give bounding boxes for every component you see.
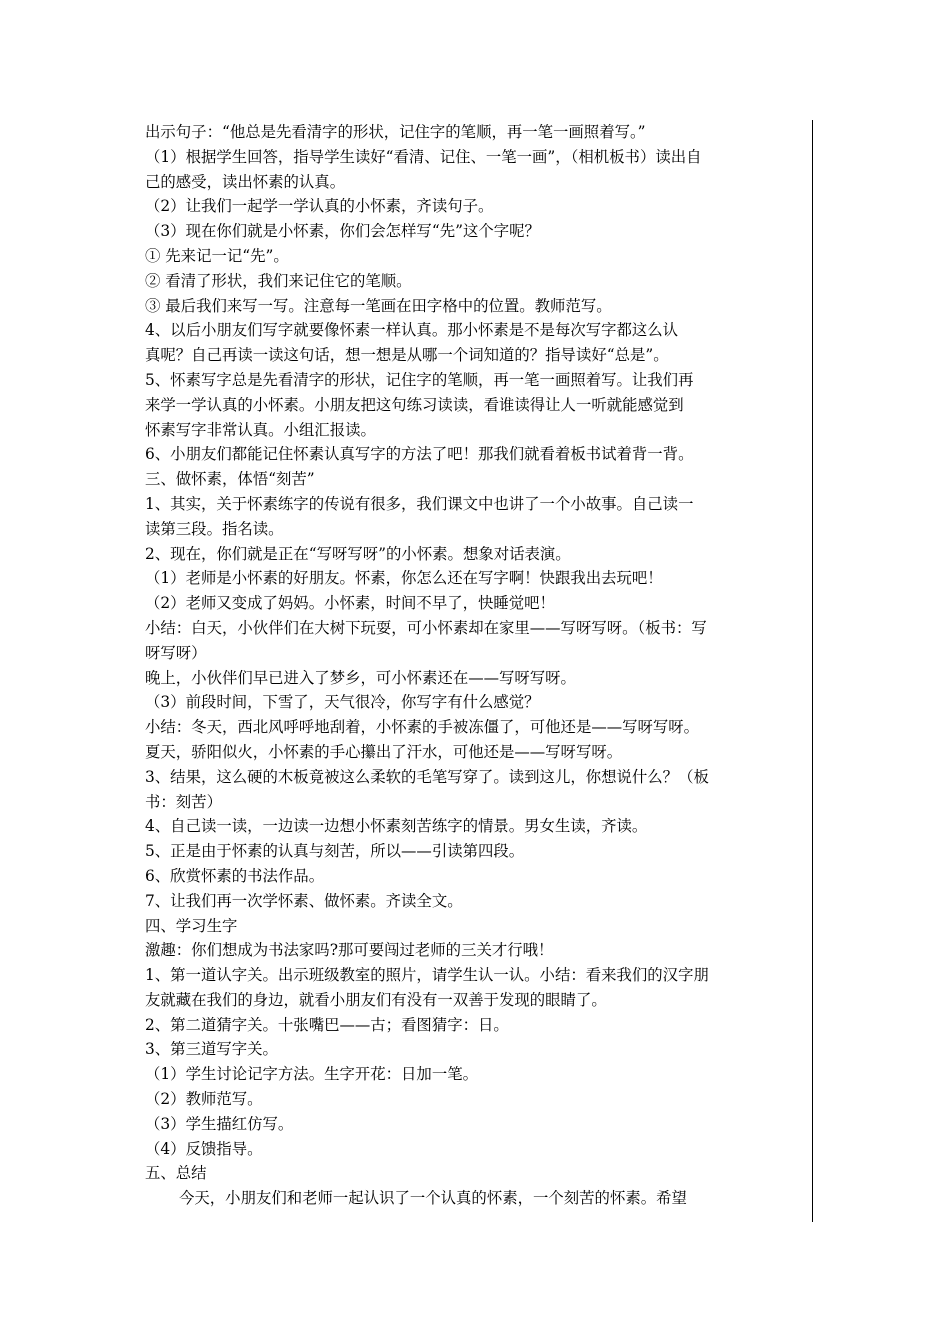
text-line: ③ 最后我们来写一写。注意每一笔画在田字格中的位置。教师范写。 [145, 296, 612, 315]
text-line: （2）教师范写。 [145, 1090, 263, 1109]
text-line: 3、第三道写字关。 [145, 1040, 278, 1059]
section-heading: 四、学习生字 [145, 916, 238, 935]
text-line: 今天，小朋友们和老师一起认识了一个认真的怀素，一个刻苦的怀素。希望 [179, 1189, 687, 1208]
text-line: （1）根据学生回答，指导学生读好“看清、记住、一笔一画”，（相机板书）读出自 [145, 147, 702, 166]
text-line: 来学一学认真的小怀素。小朋友把这句练习读读，看谁读得让人一听就能感觉到 [145, 395, 684, 414]
text-line: （4）反馈指导。 [145, 1139, 263, 1158]
text-line: 书：刻苦） [145, 792, 222, 811]
text-line: 激趣：你们想成为书法家吗?那可要闯过老师的三关才行哦！ [145, 941, 554, 960]
lesson-plan-text [145, 120, 817, 1211]
text-line: 出示句子：“他总是先看清字的形状，记住字的笔顺，再一笔一画照着写。” [145, 123, 646, 141]
text-line: 1、第一道认字关。出示班级教室的照片，请学生认一认。小结：看来我们的汉字朋 [145, 966, 709, 985]
text-line: 5、正是由于怀素的认真与刻苦，所以——引读第四段。 [145, 842, 525, 861]
text-line: 4、自己读一读，一边读一边想小怀素刻苦练字的情景。男女生读，齐读。 [145, 817, 648, 836]
text-line: 7、让我们再一次学怀素、做怀素。齐读全文。 [145, 891, 463, 910]
text-line: 2、现在，你们就是正在“写呀写呀”的小怀素。想象对话表演。 [145, 544, 571, 563]
text-line: ① 先来记一记“先”。 [145, 246, 289, 265]
text-line: （3）现在你们就是小怀素，你们会怎样写“先”这个字呢？ [145, 222, 540, 241]
section-heading: 五、总结 [145, 1164, 207, 1183]
text-line: （2）让我们一起学一学认真的小怀素，齐读句子。 [145, 197, 494, 216]
text-line: （3）前段时间，下雪了，天气很冷，你写字有什么感觉？ [145, 693, 540, 712]
text-line: 3、结果，这么硬的木板竟被这么柔软的毛笔写穿了。读到这儿，你想说什么？（板 [145, 767, 709, 786]
text-line: 6、欣赏怀素的书法作品。 [145, 866, 325, 885]
section-heading: 三、做怀素，体悟“刻苦” [145, 470, 315, 489]
text-line: 4、以后小朋友们写字就要像怀素一样认真。那小怀素是不是每次写字都这么认 [145, 321, 679, 340]
text-line: 小结：白天，小伙伴们在大树下玩耍，可小怀素却在家里——写呀写呀。（板书：写 [145, 618, 707, 637]
text-line: 己的感受，读出怀素的认真。 [145, 172, 346, 191]
text-line: ② 看清了形状，我们来记住它的笔顺。 [145, 271, 412, 290]
text-line: 6、小朋友们都能记住怀素认真写字的方法了吧！那我们就看着板书试着背一背。 [145, 445, 694, 464]
text-line: 友就藏在我们的身边，就看小朋友们有没有一双善于发现的眼睛了。 [145, 990, 607, 1009]
text-line: （1）老师是小怀素的好朋友。怀素，你怎么还在写字啊！快跟我出去玩吧！ [145, 569, 663, 588]
text-line: 2、第二道猜字关。十张嘴巴——古；看图猜字：日。 [145, 1015, 509, 1034]
text-line: （2）老师又变成了妈妈。小怀素，时间不早了，快睡觉吧！ [145, 594, 555, 613]
text-line: 小结：冬天，西北风呼呼地刮着，小怀素的手被冻僵了，可他还是——写呀写呀。 [145, 718, 700, 737]
text-line: 怀素写字非常认真。小组汇报读。 [145, 420, 376, 439]
text-line: 1、其实，关于怀素练字的传说有很多，我们课文中也讲了一个小故事。自己读一 [145, 494, 694, 513]
text-line: 真呢？自己再读一读这句话，想一想是从哪一个词知道的？指导读好“总是”。 [145, 346, 669, 365]
text-line: 夏天，骄阳似火，小怀素的手心攥出了汗水，可他还是——写呀写呀。 [145, 742, 623, 761]
text-line: 读第三段。指名读。 [145, 519, 284, 538]
text-line: （1）学生讨论记字方法。生字开花：日加一笔。 [145, 1065, 478, 1084]
text-line: 5、怀素写字总是先看清字的形状，记住字的笔顺，再一笔一画照着写。让我们再 [145, 370, 694, 389]
text-line: 呀写呀） [145, 643, 207, 662]
text-line: 晚上，小伙伴们早已进入了梦乡，可小怀素还在——写呀写呀。 [145, 668, 576, 687]
text-line: （3）学生描红仿写。 [145, 1114, 294, 1133]
